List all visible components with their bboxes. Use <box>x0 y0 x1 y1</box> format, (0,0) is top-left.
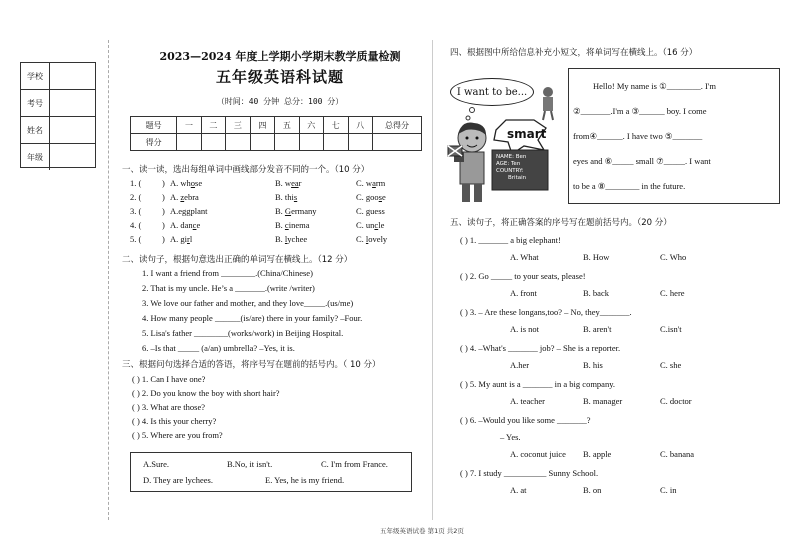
time-score-line: （时间：40 分钟 总分：100 分） <box>216 97 344 106</box>
s5-option: B. manager <box>583 396 623 406</box>
passage-line: ②_______.I'm a ③______ boy. I come <box>573 106 707 116</box>
s3-answer: A.Sure. <box>143 459 169 469</box>
s3-answer-box <box>130 452 412 492</box>
s1-bracket-close[interactable]: ) <box>162 220 165 230</box>
section4-title: 四、根据图中所给信息补充小短文，将单词写在横线上。（16 分） <box>450 48 698 58</box>
passage-line: to be a ⑧________ in the future. <box>573 181 686 191</box>
section3-title: 三、根据问句选择合适的答语，将序号写在题前的括号内。（ 10 分） <box>122 360 381 370</box>
score-cell[interactable] <box>324 134 348 151</box>
s5-option: A.her <box>510 360 530 370</box>
s5-option: C. she <box>660 360 682 370</box>
s1-option-c: C. uncle <box>356 220 385 230</box>
s3-line: ( ) 5. Where are you from? <box>132 430 223 440</box>
s1-option-c: C. guess <box>356 206 385 216</box>
s1-option-c: C. lovely <box>356 234 388 244</box>
s5-option: C. doctor <box>660 396 692 406</box>
section1-title: 一、读一读，选出每组单词中画线部分发音不同的一个。（10 分） <box>122 165 370 175</box>
name-label: 姓名 <box>21 117 50 143</box>
s1-option-a: A. zebra <box>170 192 199 202</box>
s2-line: 1. I want a friend from ________.(China/Chinese) <box>142 268 313 278</box>
s5-option: A. front <box>510 288 537 298</box>
subject-title: 五年级英语科试题 <box>215 68 344 86</box>
s5-option: A. at <box>510 485 527 495</box>
s3-line: ( ) 3. What are those? <box>132 402 206 412</box>
exam-title: 2023—2024 年度上学期小学期末教学质量检测 <box>159 50 401 63</box>
section5-title: 五、读句子，将正确答案的序号写在题前括号内。（20 分） <box>450 218 672 228</box>
score-header-cell: 六 <box>299 117 323 134</box>
s3-line: ( ) 2. Do you know the boy with short hair? <box>132 388 280 398</box>
s1-option-c: C. warm <box>356 178 386 188</box>
s5-question: ( ) 7. I study __________ Sunny School. <box>460 468 599 478</box>
s5-option: C. banana <box>660 449 694 459</box>
score-header-cell: 总得分 <box>373 117 422 134</box>
score-header-cell: 三 <box>226 117 250 134</box>
s5-question: ( ) 3. – Are these longans,too? – No, they_______. <box>460 307 632 317</box>
s2-line: 4. How many people ______(is/are) there in your family? –Four. <box>142 313 363 323</box>
s5-question: ( ) 5. My aunt is a _______ in a big company. <box>460 379 616 389</box>
s3-answer: C. I'm from France. <box>321 459 388 469</box>
s2-line: 3. We love our father and mother, and they love_____.(us/me) <box>142 298 354 308</box>
s2-line: 2. That is my uncle. He’s a _______.(write /writer) <box>142 283 315 293</box>
s5-option: B. on <box>583 485 602 495</box>
s5-option: B. his <box>583 360 603 370</box>
boy-icon <box>454 122 486 202</box>
s1-option-b: B. cinema <box>275 220 310 230</box>
s1-option-b: B. lychee <box>275 234 308 244</box>
s1-option-b: B. wear <box>275 178 302 188</box>
s1-number: 2. ( <box>130 192 142 202</box>
card-text <box>496 154 526 182</box>
flag-icon <box>448 146 462 156</box>
score-header-cell: 题号 <box>131 117 177 134</box>
s1-number: 1. ( <box>130 178 142 188</box>
sign-text: smart <box>507 127 547 141</box>
s1-option-b: B. Germany <box>275 206 317 216</box>
s5-question: ( ) 6. –Would you like some _______? <box>460 415 591 425</box>
score-header-cell: 一 <box>177 117 201 134</box>
s1-option-a: A.eggplant <box>170 206 208 216</box>
s1-bracket-close[interactable]: ) <box>162 206 165 216</box>
score-cell[interactable] <box>348 134 373 151</box>
s5-option: C. Who <box>660 252 687 262</box>
s5-question: ( ) 2. Go _____ to your seats, please! <box>460 271 586 281</box>
score-header-cell: 二 <box>201 117 225 134</box>
card-name: NAME: Ben <box>496 154 527 160</box>
s2-line: 5. Lisa's father ________(works/work) in Beijing Hospital. <box>142 328 344 338</box>
exam-number-label: 考号 <box>21 90 50 116</box>
school-field[interactable] <box>50 63 95 89</box>
score-cell[interactable] <box>226 134 250 151</box>
s3-line: ( ) 1. Can I have one? <box>132 374 206 384</box>
s5-option: A. teacher <box>510 396 545 406</box>
passage-line: Hello! My name is ①________. I'm <box>593 81 716 91</box>
s1-bracket-close[interactable]: ) <box>162 192 165 202</box>
score-cell[interactable] <box>373 134 422 151</box>
passage-line: from④______. I have two ⑤_______ <box>573 131 703 141</box>
binding-line <box>108 40 109 520</box>
grade-field[interactable] <box>50 144 95 170</box>
s5-question: ( ) 4. –What's _______ job? – She is a reporter. <box>460 343 621 353</box>
s5-option: A. coconut juice <box>510 449 566 459</box>
score-cell[interactable] <box>177 134 201 151</box>
s5-option: A. is not <box>510 324 540 334</box>
name-field[interactable] <box>50 117 95 143</box>
card-country-label: COUNTRY: <box>496 168 524 174</box>
section2-title: 二、读句子，根据句意选出正确的单词写在横线上。（12 分） <box>122 255 353 265</box>
s3-answer: B.No, it isn't. <box>227 459 273 469</box>
score-table <box>130 116 422 151</box>
s2-line: 6. –Is that _____ (a/an) umbrella? –Yes, it is. <box>142 343 295 353</box>
student-info-box <box>20 62 96 168</box>
s1-option-a: A. girl <box>170 234 193 244</box>
s1-option-a: A. dance <box>170 220 201 230</box>
score-header-cell: 八 <box>348 117 373 134</box>
card-country: Britain <box>508 175 527 181</box>
s3-line: ( ) 4. Is this your cherry? <box>132 416 217 426</box>
s5-extra: – Yes. <box>500 432 521 442</box>
s5-option: C. here <box>660 288 685 298</box>
grade-label: 年级 <box>21 144 50 170</box>
score-cell[interactable] <box>299 134 323 151</box>
s1-bracket-close[interactable]: ) <box>162 178 165 188</box>
s1-bracket-close[interactable]: ) <box>162 234 165 244</box>
s1-number: 3. ( <box>130 206 142 216</box>
school-label: 学校 <box>21 63 50 89</box>
s1-number: 5. ( <box>130 234 142 244</box>
score-cell[interactable] <box>250 134 274 151</box>
score-header-cell: 四 <box>250 117 274 134</box>
s3-answer: E. Yes, he is my friend. <box>265 475 345 485</box>
s5-option: B. back <box>583 288 609 298</box>
page-divider <box>432 40 433 520</box>
score-header-cell: 五 <box>275 117 299 134</box>
s5-option: B. apple <box>583 449 612 459</box>
passage-box <box>568 68 780 204</box>
page-footer: 五年级英语试卷 第1页 共2页 <box>380 527 464 535</box>
passage-line: eyes and ⑥_____ small ⑦_____. I want <box>573 156 711 166</box>
s1-option-b: B. this <box>275 192 298 202</box>
speech-bubble-text: I want to be... <box>456 86 528 98</box>
s5-option: C. in <box>660 485 677 495</box>
s5-option: A. What <box>510 252 539 262</box>
s5-option: B. aren't <box>583 324 612 334</box>
card-age: AGE: Ten <box>496 161 521 167</box>
s3-answer: D. They are lychees. <box>143 475 213 485</box>
s1-option-a: A. whose <box>170 178 203 188</box>
boy-illustration <box>446 80 564 208</box>
s5-option: C.isn't <box>660 324 682 334</box>
exam-number-field[interactable] <box>50 90 95 116</box>
score-label-cell: 得分 <box>131 134 177 151</box>
astronaut-icon <box>543 87 553 120</box>
s5-option: B. How <box>583 252 610 262</box>
s1-number: 4. ( <box>130 220 142 230</box>
score-cell[interactable] <box>275 134 299 151</box>
s1-option-c: C. goose <box>356 192 386 202</box>
score-cell[interactable] <box>201 134 225 151</box>
score-header-cell: 七 <box>324 117 348 134</box>
s5-question: ( ) 1. _______ a big elephant! <box>460 235 561 245</box>
